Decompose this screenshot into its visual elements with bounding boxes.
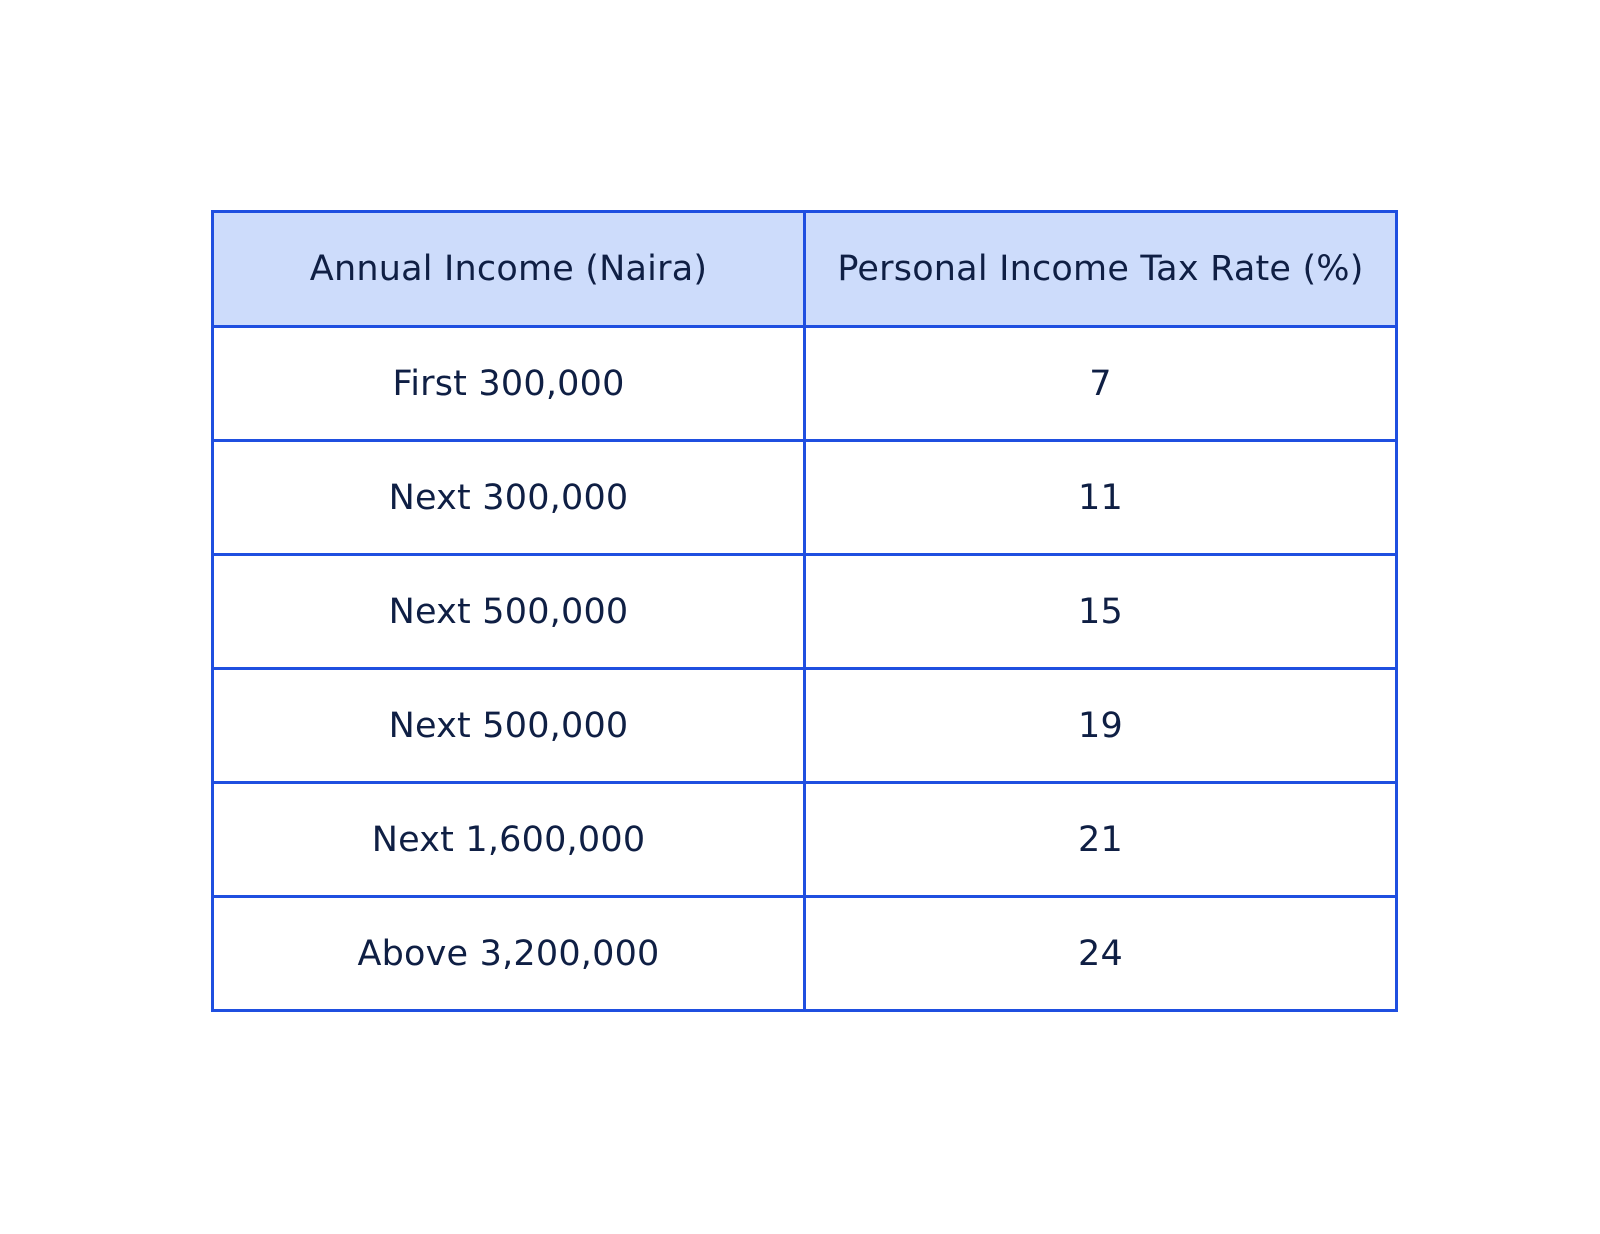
income-band-cell: Next 500,000 bbox=[213, 555, 805, 669]
header-annual-income: Annual Income (Naira) bbox=[213, 212, 805, 327]
income-band-cell: First 300,000 bbox=[213, 327, 805, 441]
table-row bbox=[213, 897, 1397, 1011]
income-band-cell: Above 3,200,000 bbox=[213, 897, 805, 1011]
table-row bbox=[213, 669, 1397, 783]
tax-rate-cell: 19 bbox=[805, 669, 1397, 783]
table-row bbox=[213, 783, 1397, 897]
tax-rate-cell: 7 bbox=[805, 327, 1397, 441]
income-band-cell: Next 1,600,000 bbox=[213, 783, 805, 897]
table-row bbox=[213, 441, 1397, 555]
tax-rate-cell: 24 bbox=[805, 897, 1397, 1011]
income-tax-table bbox=[211, 210, 1398, 1012]
table-row bbox=[213, 555, 1397, 669]
income-band-cell: Next 500,000 bbox=[213, 669, 805, 783]
table-header-row bbox=[213, 212, 1397, 327]
header-tax-rate: Personal Income Tax Rate (%) bbox=[805, 212, 1397, 327]
income-band-cell: Next 300,000 bbox=[213, 441, 805, 555]
tax-rate-cell: 15 bbox=[805, 555, 1397, 669]
table-row bbox=[213, 327, 1397, 441]
tax-table-container bbox=[211, 210, 1395, 1012]
tax-rate-cell: 21 bbox=[805, 783, 1397, 897]
tax-rate-cell: 11 bbox=[805, 441, 1397, 555]
